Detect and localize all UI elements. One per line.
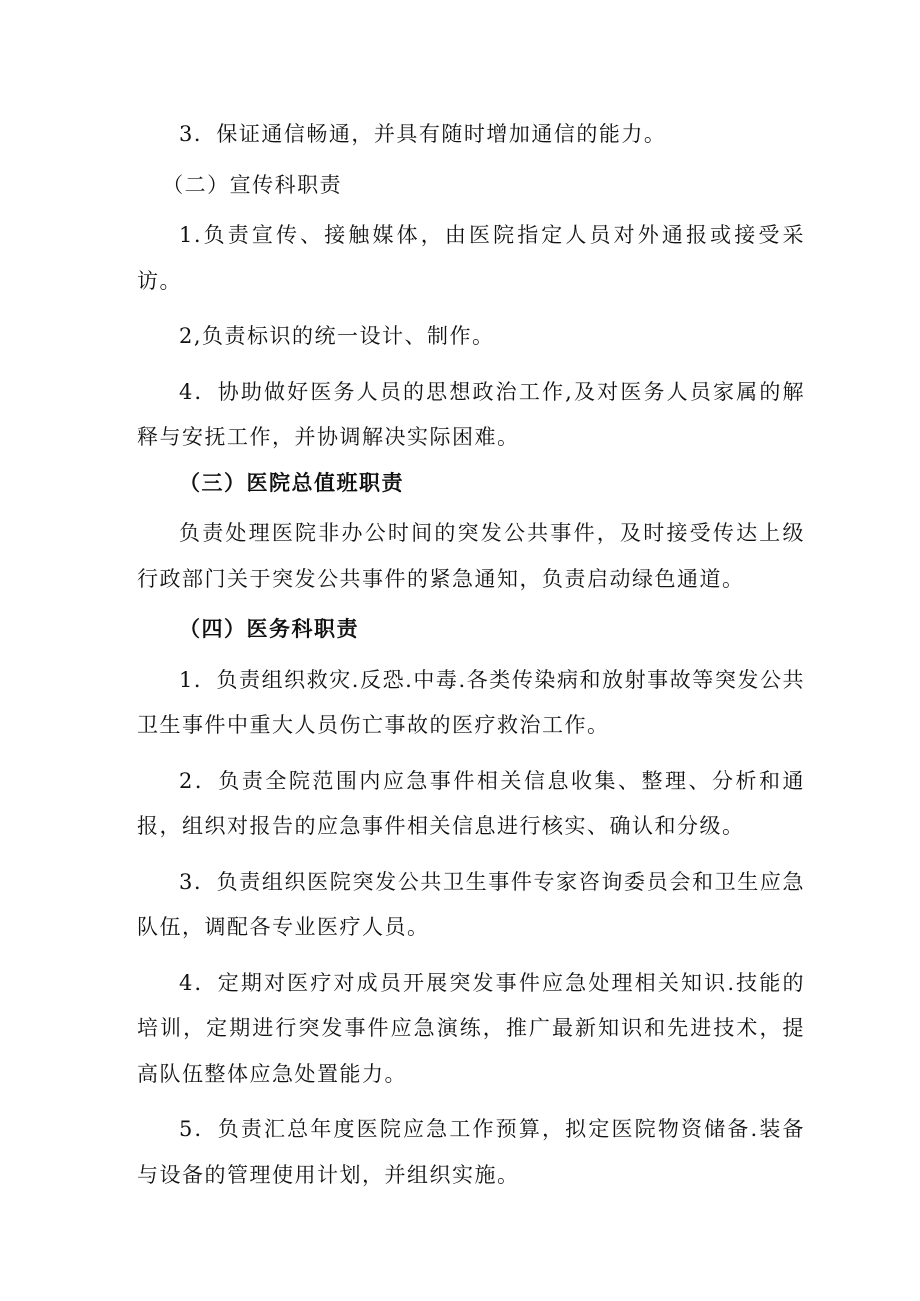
paragraph-publicity-1: 1.负责宣传、接触媒体，由医院指定人员对外通报或接受采访。 bbox=[137, 223, 805, 293]
document-body bbox=[137, 112, 805, 1198]
section-heading-duty: （三）医院总值班职责 bbox=[179, 470, 404, 495]
paragraph-comm-3: 3．保证通信畅通，并具有随时增加通信的能力。 bbox=[179, 122, 667, 146]
section-heading-publicity: （二）宣传科职责 bbox=[162, 172, 343, 197]
section-heading-medical: （四）医务科职责 bbox=[179, 617, 359, 641]
paragraph-publicity-2: 2,负责标识的统一设计、制作。 bbox=[179, 324, 495, 348]
paragraph-duty: 负责处理医院非办公时间的突发公共事件，及时接受传达上级行政部门关于突发公共事件的紧急通知，负责启动绿色通道。 bbox=[137, 521, 805, 591]
paragraph-medical-1: 1．负责组织救灾.反恐.中毒.各类传染病和放射事故等突发公共卫生事件中重大人员伤亡事故的医疗救治工作。 bbox=[137, 667, 805, 737]
paragraph-medical-5: 5．负责汇总年度医院应急工作预算，拟定医院物资储备.装备与设备的管理使用计划，并组织实施。 bbox=[137, 1117, 805, 1187]
paragraph-publicity-4: 4．协助做好医务人员的思想政治工作,及对医务人员家属的解释与安抚工作，并协调解决实际困难。 bbox=[137, 379, 805, 449]
paragraph-medical-4: 4．定期对医疗对成员开展突发事件应急处理相关知识.技能的培训，定期进行突发事件应急演练，推广最新知识和先进技术，提高队伍整体应急处置能力。 bbox=[137, 970, 805, 1086]
paragraph-medical-3: 3．负责组织医院突发公共卫生事件专家咨询委员会和卫生应急队伍，调配各专业医疗人员。 bbox=[137, 869, 805, 939]
paragraph-medical-2: 2．负责全院范围内应急事件相关信息收集、整理、分析和通报，组织对报告的应急事件相关信息进行核实、确认和分级。 bbox=[137, 768, 805, 838]
